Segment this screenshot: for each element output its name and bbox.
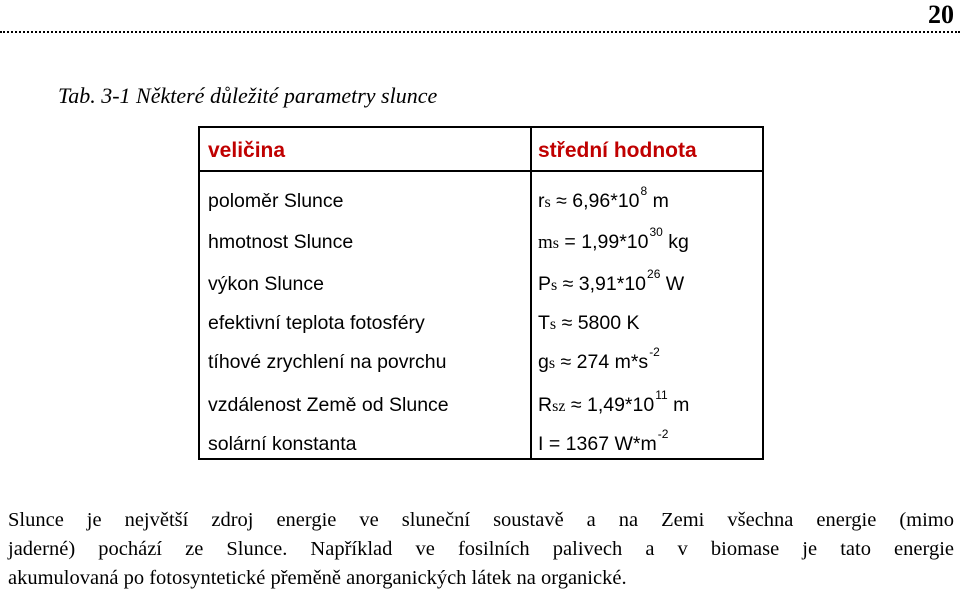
row-label: hmotnost Slunce: [208, 231, 354, 253]
row-value: ms = $1,99*10^{30}$ kg: [538, 225, 689, 253]
row-value: gs ≈ 274 $m*s^{-2}$: [538, 345, 660, 373]
paragraph-last-line: akumulovaná po fotosyntetické přeměně anorganických látek na organické.: [8, 567, 627, 589]
row-value: I = 1367 $W*m^{-2}$: [538, 427, 669, 455]
row-value: Rsz ≈ $1,49*10^{11}$ m: [538, 388, 690, 416]
row-label: vzdálenost Země od Slunce: [208, 394, 449, 416]
header-divider-line: [200, 170, 762, 172]
body-paragraph: [8, 506, 954, 564]
solar-parameters-table: [198, 126, 764, 460]
row-label: výkon Slunce: [208, 273, 324, 295]
header-mean-value: střední hodnota: [538, 139, 697, 162]
page-number: 20: [928, 0, 954, 29]
paragraph-line: Slunce je největší zdroj energie ve sluneční soustavě a na Zemi všechna energie (mimo: [8, 509, 954, 531]
table-caption: Tab. 3-1 Některé důležité parametry slunce: [58, 83, 438, 108]
header-quantity: veličina: [208, 139, 286, 162]
header-divider: [0, 31, 960, 33]
row-value: Ts ≈ 5800 K: [538, 312, 640, 334]
row-label: solární konstanta: [208, 433, 357, 455]
row-value: $Ps \approx 3,91*10^{26}$ W: [538, 267, 685, 295]
row-value: rs ≈ $6,96*10^8$ m: [538, 184, 669, 212]
row-label: efektivní teplota fotosféry: [208, 312, 425, 334]
row-label: poloměr Slunce: [208, 190, 344, 212]
column-divider: [530, 128, 532, 458]
paragraph-line: jaderné) pochází ze Slunce. Například ve fosilních palivech a v biomase je tato energie: [8, 538, 954, 560]
row-label: tíhové zrychlení na povrchu: [208, 351, 447, 373]
